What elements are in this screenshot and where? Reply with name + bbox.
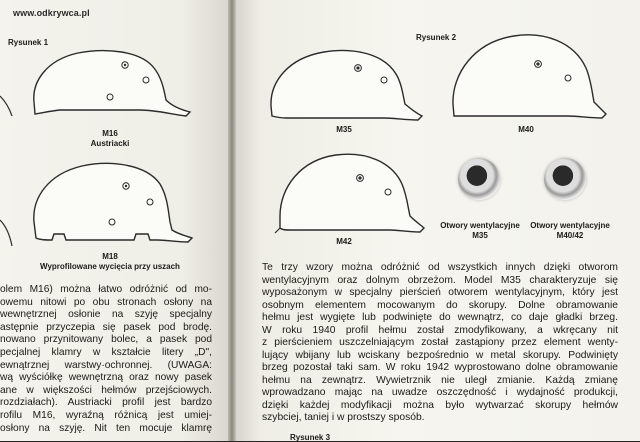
body-text-line: Te trzy wzory można odróżnić od wszystkich innych dzięki otworom	[262, 262, 618, 273]
body-text-line: szybciej, taniej i w prostszy sposób.	[262, 412, 425, 423]
helmet-m40-caption: M40	[518, 125, 534, 134]
helmet-m40-drawing	[448, 28, 608, 122]
body-text-line: hełmu na zewnątrz. Wywietrznik nie uległ zmianie. Każdą zmianę	[262, 374, 618, 386]
left-text-line: astępnie przyczepia się pasek pod brodę.	[0, 321, 212, 333]
body-text-line: wprowadzano mając na uwadze oszczędność i wydajność produkcji,	[262, 387, 618, 398]
vent-m35-caption	[434, 221, 526, 241]
body-text-line: W roku 1940 profil hełmu został zmodyfikowany, a wkręcany nit	[262, 324, 618, 336]
vent-m40-photo	[544, 158, 586, 200]
left-text-line: wewnętrznej osłonie na szyję specjalny	[0, 309, 212, 321]
helmet-m16-caption	[70, 129, 150, 149]
left-text-line: nowano przynitowany bolec, a pasek pod	[0, 334, 212, 346]
vent-m35-caption-line1: Otwory wentylacyjne	[440, 221, 520, 230]
left-page	[0, 0, 228, 441]
helmet-m16-model: M16	[102, 129, 118, 138]
body-text-line: wentylacyjnym oraz dolnym obrzeżom. Model M35 charakteryzuje się	[262, 274, 618, 286]
left-text-line: owemu nitowi po obu stronach osłony na	[0, 296, 212, 308]
right-body-text	[262, 262, 618, 425]
left-text-line: ane w większości hełmów przejściowych.	[0, 384, 212, 396]
body-text-line: dzięki każdej modyfikacji można było wytwarzać skorupy hełmów	[262, 399, 618, 411]
left-text-line: wą wyściółkę wewnętrzną oraz nowy pasek	[0, 372, 212, 384]
left-text-line: osłony na szyję. Nit ten mocuje klamrę	[0, 422, 212, 434]
vent-m40-caption	[524, 221, 616, 241]
left-text-line: rofilu M16, wyraźną różnicą jest umiej-	[0, 409, 212, 421]
body-text-line: hełmu jest wygięte lub podwinięte do wewnątrz, co daje gładki brzeg.	[262, 312, 618, 323]
figure-2-label: Rysunek 2	[416, 33, 457, 42]
helmet-m18-model: M18	[102, 252, 118, 261]
helmet-m42-drawing	[274, 148, 426, 236]
left-text-line: ewnątrznej warstwy·ochronnej. (UWAGA:	[0, 359, 212, 371]
helmet-m18-drawing	[0, 156, 210, 252]
body-text-line: osobnym elementem mocowanym do skorupy. Dolne obramowanie	[262, 299, 618, 311]
body-text-line: brzeg pozostał taki sam. W roku 1942 wyprostowano dolne obramowanie	[262, 362, 618, 373]
left-text-line: pecjalnej klamry w kształcie litery „D",	[0, 346, 212, 358]
figure-1-label: Rysunek 1	[8, 38, 49, 47]
body-text-line: wyposażonym w specjalny pierścień otworem wentylacyjnym, który jest	[262, 287, 618, 298]
body-text-line: z pierścieniem uszczelniającym został zastąpiony przez element wenty-	[262, 337, 618, 348]
watermark: www.odkrywca.pl	[13, 8, 90, 18]
vent-m35-photo	[458, 158, 500, 200]
helmet-m42-caption: M42	[336, 237, 352, 246]
vent-m40-caption-line1: Otwory wentylacyjne	[530, 221, 610, 230]
left-text-line: rozdziałach). Austriacki profil jest bardzo	[0, 397, 212, 409]
helmet-m18-subtitle: Wyprofilowane wycięcia przy uszach	[40, 262, 180, 271]
figure-3-label: Rysunek 3	[290, 433, 331, 442]
helmet-m18-caption	[20, 252, 200, 272]
helmet-m35-drawing	[266, 44, 426, 124]
book-gutter	[228, 0, 236, 441]
helmet-m16-subtitle: Austriacki	[90, 139, 130, 148]
helmet-m16-drawing	[0, 44, 200, 124]
body-text-line: lujący wbijany lub wciskany bezpośrednio w metal skorupy. Podwinięty	[262, 349, 618, 361]
helmet-m35-caption: M35	[336, 125, 352, 134]
left-body-text	[0, 284, 212, 435]
vent-m35-caption-line2: M35	[472, 231, 488, 240]
left-text-line: olem M16) można łatwo odróżnić od mo-	[0, 284, 212, 295]
vent-m40-caption-line2: M40/42	[556, 231, 584, 240]
